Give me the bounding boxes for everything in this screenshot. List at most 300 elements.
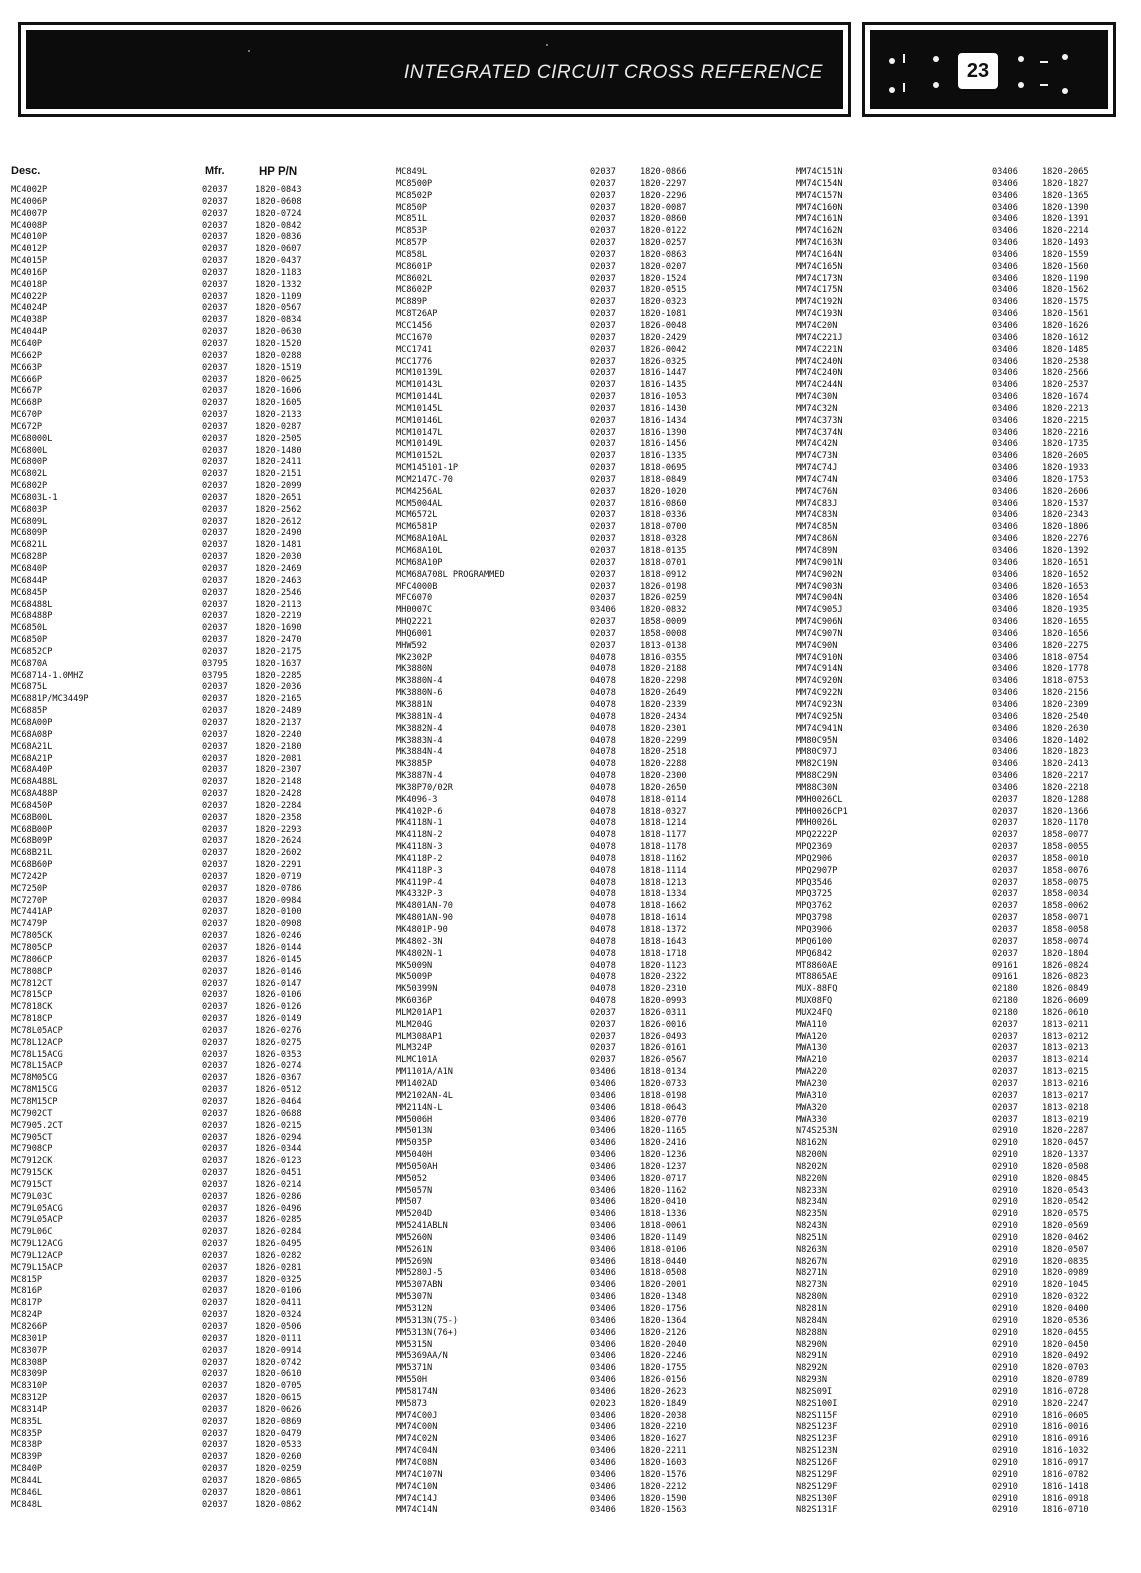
- mfr-cell: 04078: [590, 865, 616, 876]
- hp-pn-cell: 1818-0753: [1042, 676, 1089, 687]
- desc-cell: MM1402AD: [396, 1078, 438, 1089]
- hp-pn-cell: 1816-1390: [640, 427, 687, 438]
- desc-cell: MM74C157N: [796, 190, 843, 201]
- desc-cell: MC79L12ACG: [11, 1239, 63, 1250]
- desc-cell: MC6845P: [11, 587, 48, 598]
- desc-cell: MM5260N: [396, 1232, 433, 1243]
- hp-pn-cell: 1818-1213: [640, 877, 687, 888]
- mfr-cell: 02910: [992, 1292, 1018, 1303]
- desc-cell: MM74C914N: [796, 664, 843, 675]
- hp-pn-cell: 1826-0285: [255, 1215, 302, 1226]
- mfr-cell: 04078: [590, 984, 616, 995]
- print-speck: [248, 50, 250, 52]
- mfr-cell: 03406: [992, 747, 1018, 758]
- hp-pn-cell: 1818-0912: [640, 569, 687, 580]
- desc-cell: MC79L15ACP: [11, 1262, 63, 1273]
- hp-pn-cell: 1826-0824: [1042, 960, 1089, 971]
- desc-cell: MM74C89N: [796, 546, 838, 556]
- mfr-cell: 04078: [590, 794, 616, 805]
- hp-pn-cell: 1816-1456: [640, 439, 687, 450]
- mfr-cell: 03406: [590, 1327, 616, 1338]
- hp-pn-cell: 1826-0156: [640, 1375, 687, 1386]
- hp-pn-cell: 1820-2275: [1042, 640, 1089, 651]
- desc-cell: MM74C941N: [796, 723, 843, 734]
- mfr-cell: 02037: [202, 741, 228, 752]
- mfr-cell: 03406: [590, 1375, 616, 1386]
- desc-cell: MM74C85N: [796, 522, 838, 533]
- mfr-cell: 03795: [202, 670, 228, 681]
- desc-cell: N8284N: [796, 1315, 828, 1326]
- mfr-cell: 02037: [202, 1487, 228, 1498]
- mfr-cell: 02037: [202, 315, 228, 326]
- hp-pn-cell: 1820-1561: [1042, 309, 1089, 320]
- desc-cell: MC4010P: [11, 232, 48, 243]
- hp-pn-cell: 1820-2175: [255, 646, 302, 657]
- mfr-cell: 02037: [202, 1120, 228, 1131]
- desc-cell: MC7815CP: [11, 990, 53, 1001]
- desc-cell: MC7479P: [11, 919, 48, 930]
- mfr-cell: 02037: [202, 694, 228, 705]
- hp-pn-cell: 1820-0860: [640, 214, 687, 225]
- hp-pn-cell: 1820-2505: [255, 433, 302, 444]
- desc-cell: MLM204G: [396, 1019, 433, 1030]
- mfr-cell: 02037: [992, 889, 1018, 900]
- desc-cell: N8235N: [796, 1209, 828, 1220]
- hp-pn-cell: 1820-1537: [1042, 498, 1089, 509]
- mfr-cell: 03406: [992, 688, 1018, 699]
- mfr-cell: 02037: [590, 1043, 616, 1054]
- hp-pn-cell: 1826-0215: [255, 1120, 302, 1131]
- desc-cell: N8293N: [796, 1375, 828, 1386]
- hp-pn-cell: 1820-2538: [1042, 356, 1089, 367]
- hp-pn-cell: 1820-2156: [1042, 688, 1089, 699]
- mfr-cell: 02037: [202, 516, 228, 527]
- mfr-cell: 03406: [992, 439, 1018, 450]
- mfr-cell: 03406: [992, 249, 1018, 260]
- mfr-cell: 03406: [992, 380, 1018, 391]
- mfr-cell: 02037: [202, 1428, 228, 1439]
- mfr-cell: 04078: [590, 972, 616, 983]
- mfr-cell: 02910: [992, 1481, 1018, 1492]
- mfr-cell: 03406: [590, 1351, 616, 1362]
- desc-cell: MK4102P-6: [396, 806, 443, 817]
- desc-cell: MC6809L: [11, 516, 48, 527]
- mfr-cell: 03406: [992, 320, 1018, 331]
- mfr-cell: 02037: [202, 504, 228, 515]
- desc-cell: MK4118N-3: [396, 842, 443, 853]
- mfr-cell: 02037: [202, 1096, 228, 1107]
- hp-pn-cell: 1820-0479: [255, 1428, 302, 1439]
- dot-icon: [1018, 56, 1024, 62]
- mfr-cell: 02180: [992, 996, 1018, 1007]
- hp-pn-cell: 1820-2287: [1042, 1126, 1089, 1137]
- desc-cell: MC7905CT: [11, 1132, 53, 1143]
- mfr-cell: 02910: [992, 1280, 1018, 1291]
- desc-cell: MLM308AP1: [396, 1031, 443, 1042]
- desc-cell: MM74C04N: [396, 1446, 438, 1457]
- mfr-cell: 02037: [202, 1416, 228, 1427]
- mfr-cell: 02037: [992, 1019, 1018, 1030]
- desc-cell: N82S123N: [796, 1446, 838, 1457]
- hp-pn-cell: 1820-0260: [255, 1452, 302, 1463]
- hp-pn-cell: 1820-0457: [1042, 1138, 1089, 1149]
- desc-cell: MK3880N: [396, 664, 433, 675]
- desc-cell: MM74C73N: [796, 451, 838, 462]
- desc-cell: MWA130: [796, 1043, 828, 1054]
- hp-pn-cell: 1826-0145: [255, 954, 302, 965]
- hp-pn-cell: 1820-1933: [1042, 463, 1089, 474]
- desc-cell: MC8308P: [11, 1357, 48, 1368]
- desc-cell: MM74C14N: [396, 1505, 438, 1516]
- hp-pn-cell: 1820-1402: [1042, 735, 1089, 746]
- mfr-cell: 02037: [202, 445, 228, 456]
- hp-pn-cell: 1820-2537: [1042, 380, 1089, 391]
- mfr-cell: 02037: [202, 398, 228, 409]
- print-speck: [546, 44, 548, 46]
- desc-cell: MCM68A10AL: [396, 534, 448, 545]
- desc-cell: MCM4256AL: [396, 486, 443, 497]
- hp-pn-cell: 1818-1178: [640, 842, 687, 853]
- mfr-cell: 02037: [590, 356, 616, 367]
- hp-pn-cell: 1820-2299: [640, 735, 687, 746]
- desc-cell: MM74C244N: [796, 380, 843, 391]
- mfr-cell: 03406: [590, 1292, 616, 1303]
- mfr-cell: 02910: [992, 1375, 1018, 1386]
- hp-pn-cell: 1818-1214: [640, 818, 687, 829]
- desc-cell: MCM10147L: [396, 427, 443, 438]
- hp-pn-cell: 1820-2651: [255, 492, 302, 503]
- desc-cell: MM74C922N: [796, 688, 843, 699]
- mfr-cell: 02037: [202, 1333, 228, 1344]
- hp-pn-cell: 1818-0700: [640, 522, 687, 533]
- desc-cell: MM550H: [396, 1375, 428, 1386]
- hp-pn-cell: 1820-0450: [1042, 1339, 1089, 1350]
- desc-cell: MM74C00N: [396, 1422, 438, 1433]
- mfr-cell: 02910: [992, 1256, 1018, 1267]
- desc-cell: MK5009N: [396, 960, 433, 971]
- mfr-cell: 02037: [992, 794, 1018, 805]
- desc-cell: MCM68A10P: [396, 557, 443, 568]
- desc-cell: MM74C163N: [796, 238, 843, 249]
- mfr-cell: 03406: [992, 711, 1018, 722]
- header-desc: Desc.: [11, 165, 41, 177]
- mfr-cell: 02910: [992, 1398, 1018, 1409]
- hp-pn-cell: 1818-0754: [1042, 652, 1089, 663]
- hp-pn-cell: 1826-0284: [255, 1227, 302, 1238]
- desc-cell: MC6850L: [11, 623, 48, 634]
- desc-cell: N74S253N: [796, 1126, 838, 1137]
- desc-cell: MM74C907N: [796, 628, 843, 639]
- desc-cell: MC4015P: [11, 256, 48, 267]
- hp-pn-cell: 1820-2040: [640, 1339, 687, 1350]
- desc-cell: MM507: [396, 1197, 422, 1208]
- mfr-cell: 02037: [992, 1102, 1018, 1113]
- mfr-cell: 02037: [202, 777, 228, 788]
- hp-pn-cell: 1820-2247: [1042, 1398, 1089, 1409]
- desc-cell: MCC1776: [396, 356, 433, 367]
- desc-cell: MM74C221J: [796, 332, 843, 343]
- desc-cell: MC815P: [11, 1274, 43, 1285]
- mfr-cell: 02037: [202, 1475, 228, 1486]
- hp-pn-cell: 1820-2469: [255, 564, 302, 574]
- desc-cell: MCM10144L: [396, 392, 443, 403]
- desc-cell: MM74C925N: [796, 711, 843, 722]
- dot-icon: [889, 58, 895, 64]
- mfr-cell: 02037: [202, 433, 228, 444]
- desc-cell: MCC1670: [396, 332, 433, 343]
- mfr-cell: 02037: [992, 1114, 1018, 1125]
- mfr-cell: 03406: [992, 332, 1018, 343]
- mfr-cell: 02037: [992, 806, 1018, 817]
- mfr-cell: 03406: [590, 1067, 616, 1078]
- desc-cell: MM74C86N: [796, 534, 838, 545]
- desc-cell: MC78M05CG: [11, 1073, 58, 1084]
- mfr-cell: 02037: [202, 1049, 228, 1060]
- desc-cell: MK2302P: [396, 652, 433, 663]
- desc-cell: MC4044P: [11, 327, 48, 338]
- desc-cell: MLM324P: [396, 1043, 433, 1054]
- mfr-cell: 04078: [590, 676, 616, 687]
- dot-icon: [1018, 82, 1024, 88]
- hp-pn-cell: 1816-1447: [640, 368, 687, 379]
- desc-cell: MM74C08N: [396, 1457, 438, 1468]
- hp-pn-cell: 1820-2038: [640, 1410, 687, 1421]
- mfr-cell: 02037: [202, 1310, 228, 1321]
- desc-cell: MM5873: [396, 1398, 428, 1409]
- mfr-cell: 02037: [590, 510, 616, 521]
- desc-cell: N8267N: [796, 1256, 828, 1267]
- mfr-cell: 02037: [202, 327, 228, 338]
- hp-pn-cell: 1820-1559: [1042, 249, 1089, 260]
- desc-cell: MCM145101-1P: [396, 463, 459, 474]
- hp-pn-cell: 1820-1605: [255, 398, 302, 409]
- desc-cell: MMH0026L: [796, 818, 838, 829]
- hp-pn-cell: 1818-0198: [640, 1090, 687, 1101]
- desc-cell: MCM10139L: [396, 368, 443, 379]
- mfr-cell: 03406: [992, 581, 1018, 592]
- hp-pn-cell: 1820-0575: [1042, 1209, 1089, 1220]
- desc-cell: MC68488L: [11, 599, 53, 610]
- mfr-cell: 02037: [202, 552, 228, 563]
- desc-cell: MK3880N-4: [396, 676, 443, 687]
- hp-pn-cell: 1818-1336: [640, 1209, 687, 1220]
- desc-cell: MCM68A708L PROGRAMMED: [396, 569, 505, 580]
- hp-pn-cell: 1820-1756: [640, 1304, 687, 1314]
- hp-pn-cell: 1826-0311: [640, 1007, 687, 1018]
- hp-pn-cell: 1820-1366: [1042, 806, 1089, 817]
- hp-pn-cell: 1826-0048: [640, 320, 687, 331]
- mfr-cell: 02037: [202, 244, 228, 255]
- hp-pn-cell: 1820-0324: [255, 1310, 302, 1321]
- hp-pn-cell: 1826-0126: [255, 1002, 302, 1013]
- desc-cell: MM74C175N: [796, 285, 843, 296]
- desc-cell: N82S100I: [796, 1398, 838, 1409]
- hp-pn-cell: 1820-1637: [255, 658, 302, 669]
- mfr-cell: 03406: [992, 415, 1018, 426]
- hp-pn-cell: 1820-1480: [255, 445, 302, 456]
- desc-cell: MM5312N: [396, 1304, 433, 1314]
- desc-cell: MC857P: [396, 238, 428, 249]
- mfr-cell: 02910: [992, 1268, 1018, 1279]
- hp-pn-cell: 1820-1020: [640, 486, 687, 497]
- desc-cell: N8281N: [796, 1304, 828, 1314]
- hp-pn-cell: 1820-2137: [255, 717, 302, 728]
- hp-pn-cell: 1826-0294: [255, 1132, 302, 1143]
- desc-cell: MK4801AN-70: [396, 901, 453, 912]
- hp-pn-cell: 1820-2297: [640, 178, 687, 189]
- desc-cell: MPQ2906: [796, 853, 833, 864]
- desc-cell: MC8502P: [396, 190, 433, 201]
- desc-cell: MC4016P: [11, 267, 48, 278]
- desc-cell: MC6802L: [11, 469, 48, 480]
- hp-pn-cell: 1820-1753: [1042, 474, 1089, 485]
- mfr-cell: 02037: [202, 646, 228, 657]
- hp-pn-cell: 1820-1524: [640, 273, 687, 284]
- desc-cell: MM74C14J: [396, 1493, 438, 1504]
- mfr-cell: 02037: [590, 593, 616, 604]
- mfr-cell: 02037: [202, 1144, 228, 1155]
- mfr-cell: 02037: [590, 249, 616, 260]
- hp-pn-cell: 1818-1372: [640, 925, 687, 935]
- hp-pn-cell: 1818-0849: [640, 474, 687, 485]
- hp-pn-cell: 1826-0016: [640, 1019, 687, 1030]
- hp-pn-cell: 1813-0212: [1042, 1031, 1089, 1042]
- hp-pn-cell: 1820-2211: [640, 1446, 687, 1457]
- mfr-cell: 02037: [202, 1369, 228, 1380]
- hp-pn-cell: 1820-0845: [1042, 1173, 1089, 1184]
- mfr-cell: 04078: [590, 688, 616, 699]
- hp-pn-cell: 1820-2434: [640, 711, 687, 722]
- hp-pn-cell: 1826-0849: [1042, 984, 1089, 995]
- desc-cell: MK3880N-6: [396, 688, 443, 699]
- desc-cell: MC835P: [11, 1428, 43, 1439]
- mfr-cell: 03406: [992, 593, 1018, 604]
- desc-cell: MM80C95N: [796, 735, 838, 746]
- mfr-cell: 02037: [202, 267, 228, 278]
- mfr-cell: 03406: [992, 676, 1018, 687]
- hp-pn-cell: 1820-1823: [1042, 747, 1089, 758]
- hp-pn-cell: 1820-0626: [255, 1404, 302, 1415]
- mfr-cell: 02037: [202, 386, 228, 397]
- hp-pn-cell: 1820-1332: [255, 279, 302, 290]
- mfr-cell: 03406: [992, 557, 1018, 568]
- mfr-cell: 02037: [202, 860, 228, 871]
- mfr-cell: 03406: [992, 652, 1018, 663]
- mfr-cell: 02037: [202, 1464, 228, 1475]
- mfr-cell: 02037: [202, 1357, 228, 1368]
- hp-pn-cell: 1820-1123: [640, 960, 687, 971]
- hp-pn-cell: 1826-0147: [255, 978, 302, 989]
- mfr-cell: 04078: [590, 818, 616, 829]
- hp-pn-cell: 1826-0512: [255, 1085, 302, 1096]
- desc-cell: MK6036P: [396, 996, 433, 1007]
- hp-pn-cell: 1816-1053: [640, 392, 687, 403]
- mfr-cell: 02037: [202, 1191, 228, 1202]
- hp-pn-cell: 1820-2300: [640, 771, 687, 782]
- mfr-cell: 02037: [992, 842, 1018, 853]
- desc-cell: MWA230: [796, 1078, 828, 1089]
- desc-cell: MM5241ABLN: [396, 1221, 448, 1232]
- hp-pn-cell: 1820-0410: [640, 1197, 687, 1208]
- mfr-cell: 03406: [992, 546, 1018, 556]
- mfr-cell: 02037: [202, 848, 228, 859]
- hp-pn-cell: 1820-1390: [1042, 202, 1089, 213]
- mfr-cell: 03406: [992, 273, 1018, 284]
- desc-cell: MC4022P: [11, 291, 48, 302]
- desc-cell: MM5307N: [396, 1292, 433, 1303]
- hp-pn-cell: 1820-2602: [255, 848, 302, 859]
- hp-pn-cell: 1820-0989: [1042, 1268, 1089, 1279]
- mfr-cell: 02037: [202, 990, 228, 1001]
- desc-cell: MK50399N: [396, 984, 438, 995]
- hp-pn-cell: 1820-2416: [640, 1138, 687, 1149]
- hp-pn-cell: 1820-0869: [255, 1416, 302, 1427]
- hp-pn-cell: 1820-0533: [255, 1440, 302, 1451]
- desc-cell: MM74C221N: [796, 344, 843, 355]
- mfr-cell: 03406: [992, 190, 1018, 201]
- mfr-cell: 03406: [992, 285, 1018, 296]
- hp-pn-cell: 1820-0719: [255, 871, 302, 882]
- desc-cell: MCM6581P: [396, 522, 438, 533]
- mfr-cell: 04078: [590, 960, 616, 971]
- mfr-cell: 02037: [992, 1090, 1018, 1101]
- desc-cell: N82S129F: [796, 1469, 838, 1480]
- hp-pn-cell: 1816-1435: [640, 380, 687, 391]
- desc-cell: MM88C30N: [796, 782, 838, 793]
- desc-cell: MUX08FQ: [796, 996, 833, 1007]
- hp-pn-cell: 1820-1365: [1042, 190, 1089, 201]
- mfr-cell: 03406: [992, 605, 1018, 616]
- hp-pn-cell: 1820-0455: [1042, 1327, 1089, 1338]
- desc-cell: MPQ3762: [796, 901, 833, 912]
- dot-icon: [1062, 54, 1068, 60]
- hp-pn-cell: 1826-0144: [255, 943, 302, 953]
- desc-cell: MC816P: [11, 1286, 43, 1297]
- mfr-cell: 04078: [590, 936, 616, 947]
- mfr-cell: 03406: [590, 1481, 616, 1492]
- hp-pn-cell: 1820-0106: [255, 1286, 302, 1297]
- desc-cell: MCM5004AL: [396, 498, 443, 509]
- mfr-cell: 02037: [992, 925, 1018, 935]
- mfr-cell: 02037: [202, 966, 228, 977]
- desc-cell: N82S130F: [796, 1493, 838, 1504]
- hp-pn-cell: 1820-0462: [1042, 1232, 1089, 1243]
- desc-cell: MPQ3546: [796, 877, 833, 888]
- hp-pn-cell: 1826-0282: [255, 1250, 302, 1261]
- hp-pn-cell: 1820-2165: [255, 694, 302, 705]
- mfr-cell: 02037: [202, 1014, 228, 1025]
- desc-cell: MWA310: [796, 1090, 828, 1101]
- desc-cell: MC7915CT: [11, 1179, 53, 1190]
- mfr-cell: 03406: [590, 1185, 616, 1196]
- hp-pn-cell: 1820-2291: [255, 860, 302, 871]
- hp-pn-cell: 1820-2624: [255, 836, 302, 847]
- hp-pn-cell: 1820-0630: [255, 327, 302, 338]
- hp-pn-cell: 1820-2133: [255, 410, 302, 421]
- hp-pn-cell: 1820-1827: [1042, 178, 1089, 189]
- desc-cell: MK3881N: [396, 699, 433, 710]
- mfr-cell: 02037: [992, 913, 1018, 924]
- mfr-cell: 02910: [992, 1197, 1018, 1208]
- hp-pn-cell: 1820-1485: [1042, 344, 1089, 355]
- desc-cell: MCC1741: [396, 344, 433, 355]
- desc-cell: MC846L: [11, 1487, 43, 1498]
- hp-pn-cell: 1826-0281: [255, 1262, 302, 1273]
- mfr-cell: 02037: [590, 451, 616, 462]
- hp-pn-cell: 1826-0123: [255, 1156, 302, 1167]
- hp-pn-cell: 1820-2649: [640, 688, 687, 699]
- mfr-cell: 02037: [202, 481, 228, 492]
